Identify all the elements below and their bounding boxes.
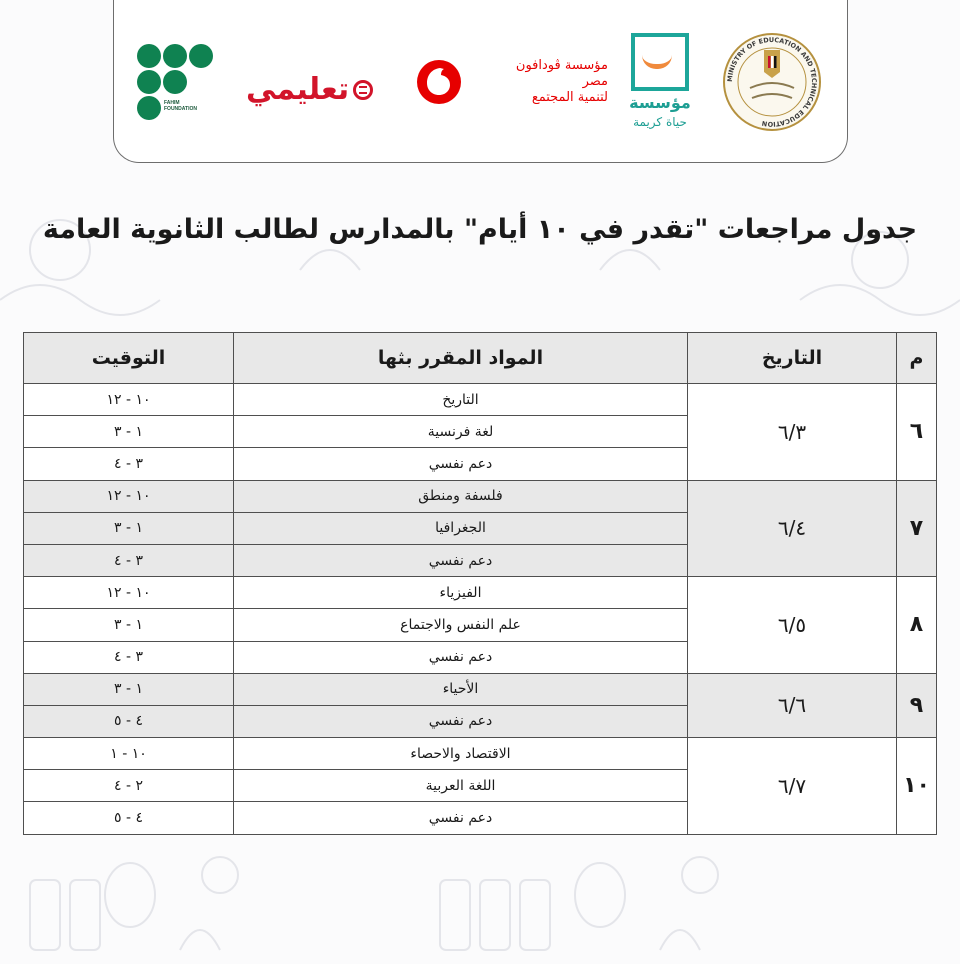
- subject-cell: الأحياء: [234, 673, 688, 705]
- subject-cell: الفيزياء: [234, 577, 688, 609]
- fahim-logo-text-line1: FAHIM: [164, 100, 180, 106]
- time-cell: ٣ - ٤: [24, 641, 234, 673]
- date-cell: ٦/٦: [688, 673, 897, 737]
- hayah-karima-text-line2: حياة كريمة: [633, 115, 687, 129]
- doodle-flask: [105, 863, 155, 927]
- time-cell: ١٠ - ١٢: [24, 480, 234, 512]
- doodle-virus: [202, 857, 238, 893]
- time-cell: ١ - ٣: [24, 512, 234, 544]
- hayah-karima-logo: [628, 33, 694, 136]
- doodle-wave: [800, 285, 960, 315]
- doodle-test-tube: [70, 880, 100, 950]
- taalimi-logo-text: تعليمي: [246, 72, 350, 107]
- ministry-ring-text: MINISTRY OF EDUCATION AND TECHNICAL EDUCATION: [725, 35, 819, 129]
- header-num: م: [897, 333, 937, 384]
- time-cell: ٣ - ٤: [24, 544, 234, 576]
- logo-dot: [137, 96, 161, 120]
- doodle-virus: [682, 857, 718, 893]
- doodle-wave: [0, 285, 160, 315]
- time-cell: ٤ - ٥: [24, 802, 234, 834]
- page-title: جدول مراجعات "تقدر في ١٠ أيام" بالمدارس لطالب الثانوية العامة: [42, 214, 918, 246]
- subject-cell: لغة فرنسية: [234, 416, 688, 448]
- doodle-arc: [300, 250, 360, 270]
- date-cell: ٦/٧: [688, 738, 897, 835]
- time-cell: ٢ - ٤: [24, 770, 234, 802]
- vodafone-text-line3: لتنمية المجتمع: [531, 90, 608, 105]
- fahim-foundation-logo: [137, 44, 217, 118]
- doodle-test-tube: [520, 880, 550, 950]
- taalimi-logo: [246, 68, 373, 112]
- day-number-cell: ٦: [897, 384, 937, 481]
- day-number-cell: ١٠: [897, 738, 937, 835]
- time-cell: ٣ - ٤: [24, 448, 234, 480]
- logo-dot: [189, 44, 213, 68]
- subject-cell: دعم نفسي: [234, 705, 688, 737]
- table-row: [24, 577, 937, 609]
- header-subjects: المواد المقرر بثها: [234, 333, 688, 384]
- subject-cell: دعم نفسي: [234, 641, 688, 673]
- time-cell: ٤ - ٥: [24, 705, 234, 737]
- fahim-logo-text: [164, 100, 197, 112]
- vodafone-foundation-text: [473, 58, 608, 106]
- logo-dot: [163, 44, 187, 68]
- subject-cell: التاريخ: [234, 384, 688, 416]
- subject-cell: دعم نفسي: [234, 544, 688, 576]
- date-cell: ٦/٤: [688, 480, 897, 577]
- review-schedule-table: [23, 332, 937, 835]
- time-cell: ١٠ - ١: [24, 738, 234, 770]
- doodle-test-tube: [480, 880, 510, 950]
- time-cell: ١ - ٣: [24, 416, 234, 448]
- table-row: [24, 480, 937, 512]
- table-header-row: [24, 333, 937, 384]
- logo-dot: [137, 44, 161, 68]
- header-date: التاريخ: [688, 333, 897, 384]
- subject-cell: الاقتصاد والاحصاء: [234, 738, 688, 770]
- doodle-flask: [575, 863, 625, 927]
- doodle-test-tube: [30, 880, 60, 950]
- hayah-karima-text-line1: مؤسسة: [629, 93, 691, 112]
- subject-cell: دعم نفسي: [234, 802, 688, 834]
- taalimi-badge-icon: [353, 80, 373, 100]
- vodafone-text-line2: مصر: [582, 74, 608, 89]
- fahim-logo-text-line2: FOUNDATION: [164, 106, 197, 112]
- table-row: [24, 673, 937, 705]
- time-cell: ١٠ - ١٢: [24, 384, 234, 416]
- subject-cell: علم النفس والاجتماع: [234, 609, 688, 641]
- header-time: التوقيت: [24, 333, 234, 384]
- subject-cell: دعم نفسي: [234, 448, 688, 480]
- logo-dot: [137, 70, 161, 94]
- date-cell: ٦/٥: [688, 577, 897, 674]
- ministry-of-education-seal: [722, 32, 822, 132]
- time-cell: ١ - ٣: [24, 609, 234, 641]
- logo-dot: [163, 70, 187, 94]
- table-row: [24, 384, 937, 416]
- subject-cell: فلسفة ومنطق: [234, 480, 688, 512]
- vodafone-text-line1: مؤسسة ڤودافون: [515, 58, 608, 73]
- time-cell: ١٠ - ١٢: [24, 577, 234, 609]
- doodle-arc: [600, 250, 660, 270]
- table-row: [24, 738, 937, 770]
- date-cell: ٦/٣: [688, 384, 897, 481]
- doodle-apple: [660, 930, 700, 950]
- day-number-cell: ٩: [897, 673, 937, 737]
- day-number-cell: ٧: [897, 480, 937, 577]
- doodle-apple: [180, 930, 220, 950]
- doodle-test-tube: [440, 880, 470, 950]
- subject-cell: الجغرافيا: [234, 512, 688, 544]
- vodafone-speechmark-icon: [416, 59, 462, 105]
- day-number-cell: ٨: [897, 577, 937, 674]
- subject-cell: اللغة العربية: [234, 770, 688, 802]
- time-cell: ١ - ٣: [24, 673, 234, 705]
